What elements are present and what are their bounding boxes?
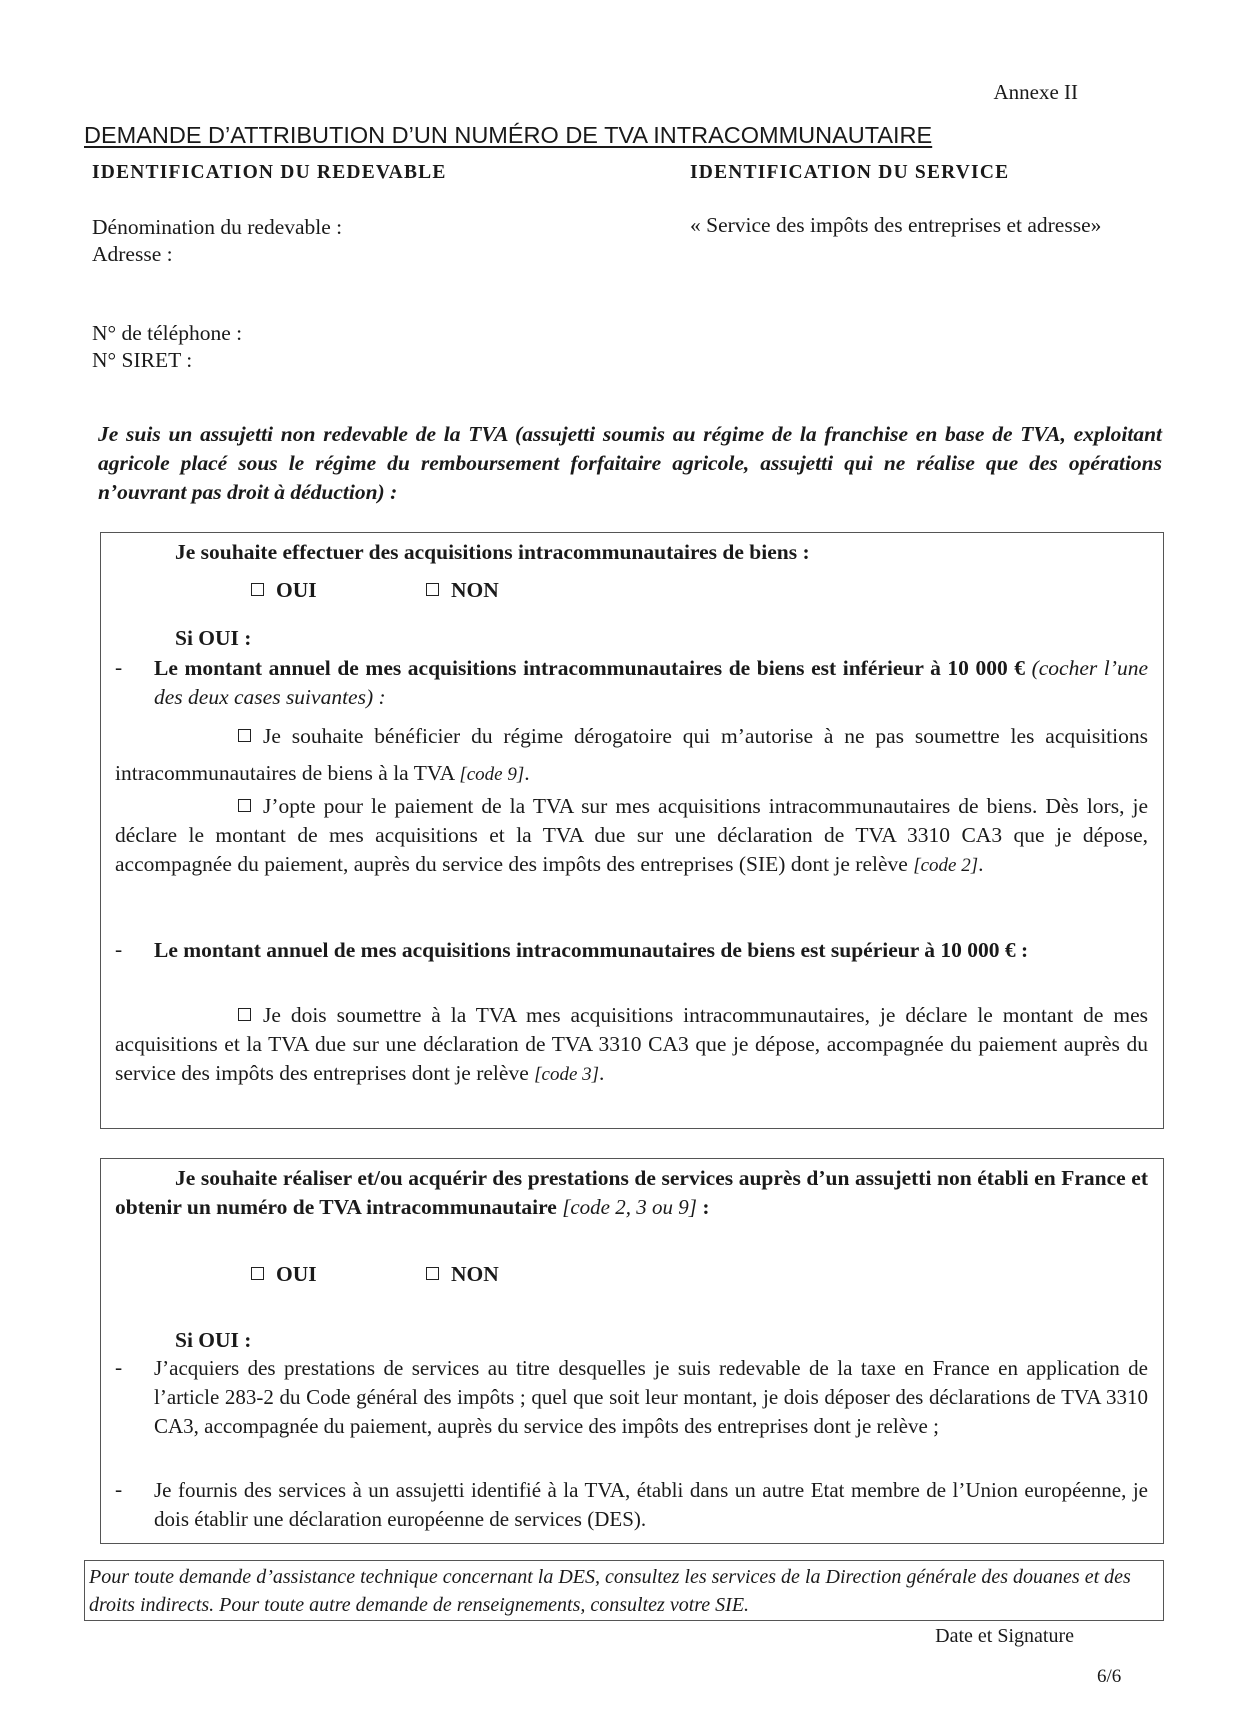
checkbox-icon[interactable] (238, 799, 251, 812)
box1-question: Je souhaite effectuer des acquisitions intracommunautaires de biens : (175, 540, 810, 564)
signature-label: Date et Signature (935, 1625, 1074, 1647)
annex-label: Annexe II (993, 80, 1078, 104)
checkbox-icon[interactable] (251, 1267, 264, 1280)
box1-item1: Le montant annuel de mes acquisitions intracommunautaires de biens est inférieur à 10 000 € (cocher l’une des deux cases suivantes) : (154, 656, 1148, 709)
bullet-dash: - (115, 655, 123, 679)
box1-si-oui: Si OUI : (175, 626, 252, 650)
checkbox-icon[interactable] (238, 1008, 251, 1021)
page-title: DEMANDE D’ATTRIBUTION D’UN NUMÉRO DE TVA INTRACOMMUNAUTAIRE (84, 122, 933, 148)
box1-option-derogatoire[interactable]: Je souhaite bénéficier du régime dérogatoire qui m’autorise à ne pas soumettre les acquisitions intracommunautaires de biens à la TVA [code 9]. (115, 724, 1148, 785)
box1-item2: Le montant annuel de mes acquisitions intracommunautaires de biens est supérieur à 10 000 € : (154, 938, 1029, 962)
footer-note: Pour toute demande d’assistance technique concernant la DES, consultez les services de la Direction générale des douanes et des droits indirects. Pour toute autre demande de renseignements, consultez votre SIE. (84, 1560, 1164, 1621)
denomination-label: Dénomination du redevable : (92, 215, 343, 239)
service-text: « Service des impôts des entreprises et adresse» (690, 213, 1102, 237)
checkbox-icon[interactable] (426, 1267, 439, 1280)
bullet-dash: - (115, 937, 123, 961)
page-number: 6/6 (1097, 1666, 1122, 1687)
checkbox-icon[interactable] (426, 583, 439, 596)
box2-question: Je souhaite réaliser et/ou acquérir des prestations de services auprès d’un assujetti non établi en France et obtenir un numéro de TVA intracommunautaire [code 2, 3 ou 9] : (115, 1166, 1148, 1219)
box2-oui-option[interactable]: OUI (251, 1260, 317, 1289)
box2-item1: J’acquiers des prestations de services au titre desquelles je suis redevable de la taxe en France en application de l’article 283-2 du Code général des impôts ; quel que soit leur montant, je dois déposer des déclarations de TVA 3310 CA3, accompagnée du paiement, auprès du service des impôts des entreprises dont je relève ; (154, 1356, 1148, 1438)
redevable-heading: IDENTIFICATION DU REDEVABLE (92, 162, 447, 183)
bullet-dash: - (115, 1355, 123, 1379)
box2-non-option[interactable]: NON (426, 1260, 499, 1289)
checkbox-icon[interactable] (251, 583, 264, 596)
service-heading: IDENTIFICATION DU SERVICE (690, 162, 1010, 183)
box2-si-oui: Si OUI : (175, 1328, 252, 1352)
adresse-label: Adresse : (92, 242, 173, 266)
box1-non-option[interactable]: NON (426, 576, 499, 605)
intro-statement: Je suis un assujetti non redevable de la TVA (assujetti soumis au régime de la franchise en base de TVA, exploitant agricole placé sous le régime du remboursement forfaitaire agricole, assujetti qui ne réalise que des opérations n’ouvrant pas droit à déduction) : (98, 422, 1162, 504)
services-box (100, 1158, 1164, 1544)
siret-label: N° SIRET : (92, 348, 193, 372)
checkbox-icon[interactable] (238, 729, 251, 742)
telephone-label: N° de téléphone : (92, 321, 243, 345)
box1-option-paiement[interactable]: J’opte pour le paiement de la TVA sur mes acquisitions intracommunautaires de biens. Dès lors, je déclare le montant de mes acquisitions et la TVA due sur une déclaration de TVA 3310 CA3 que je dépose, accompagnée du paiement, auprès du service des impôts des entreprises (SIE) dont je relève [code 2]. (115, 794, 1148, 876)
box1-option-soumettre[interactable]: Je dois soumettre à la TVA mes acquisitions intracommunautaires, je déclare le montant de mes acquisitions et la TVA due sur une déclaration de TVA 3310 CA3 que je dépose, accompagnée du paiement auprès du service des impôts des entreprises dont je relève [code 3]. (115, 1003, 1148, 1085)
box2-item2: Je fournis des services à un assujetti identifié à la TVA, établi dans un autre Etat membre de l’Union européenne, je dois établir une déclaration européenne de services (DES). (154, 1478, 1148, 1531)
box1-oui-option[interactable]: OUI (251, 576, 317, 605)
acquisitions-box (100, 532, 1164, 1129)
bullet-dash: - (115, 1477, 123, 1501)
